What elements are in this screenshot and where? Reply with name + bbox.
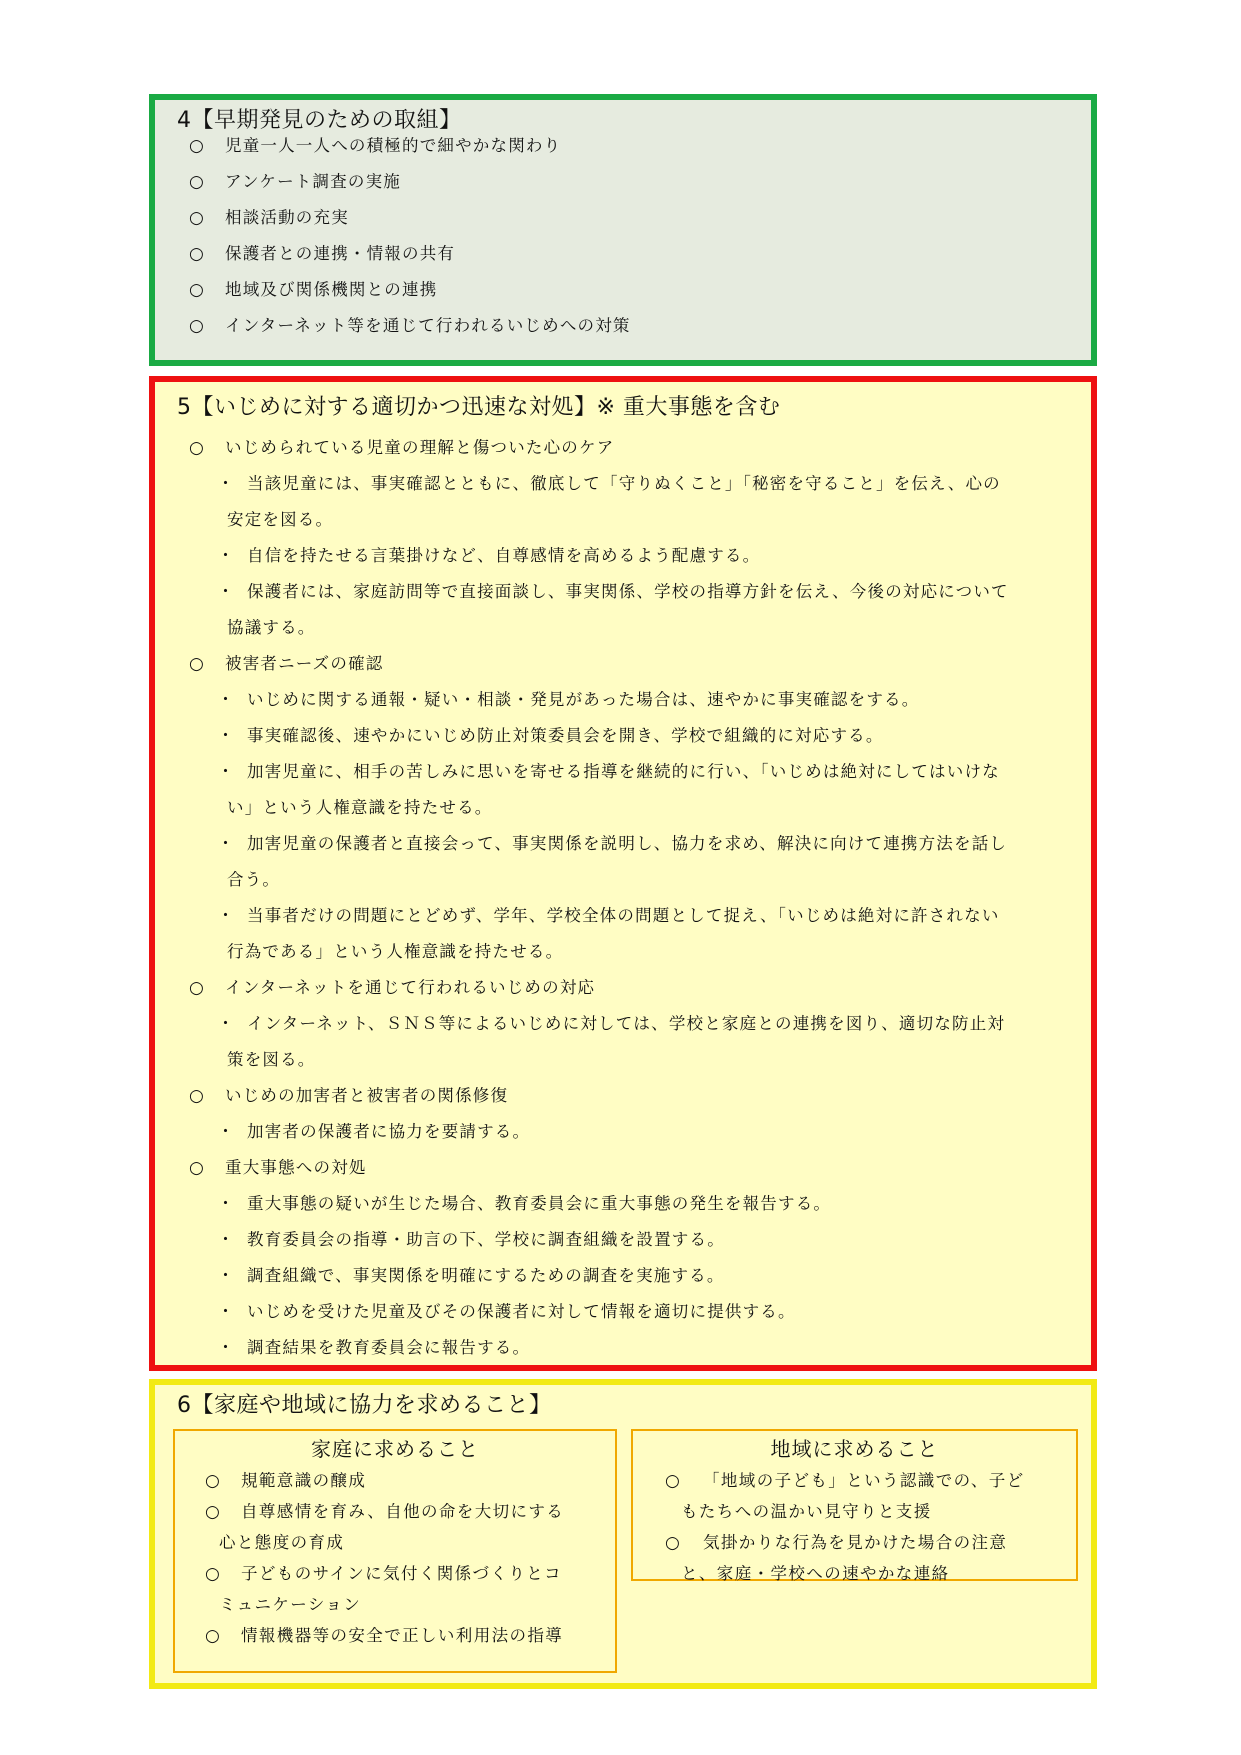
home-request-line: ミュニケーション: [219, 1595, 362, 1614]
community-request-line: もたちへの温かい見守りと支援: [681, 1502, 932, 1521]
circle-bullet-icon: ○: [205, 1471, 220, 1491]
dot-bullet-icon: ・: [217, 726, 234, 746]
section-5-bullet-line: 事実確認後、速やかにいじめ防止対策委員会を開き、学校で組織的に対応する。: [247, 726, 884, 745]
section-5-bullet-line: 教育委員会の指導・助言の下、学校に調査組織を設置する。: [247, 1230, 725, 1249]
home-requests-box: [173, 1429, 617, 1673]
dot-bullet-icon: ・: [217, 546, 234, 566]
section-6-title: 6【家庭や地域に協力を求めること】: [177, 1393, 552, 1418]
circle-bullet-icon: ○: [205, 1626, 220, 1646]
circle-bullet-icon: ○: [189, 1086, 204, 1106]
section-5-bullet-line: インターネット、ＳＮＳ等によるいじめに対しては、学校と家庭との連携を図り、適切な防止対: [247, 1014, 1006, 1033]
circle-bullet-icon: ○: [189, 438, 204, 458]
section-5-bullet-line: いじめを受けた児童及びその保護者に対して情報を適切に提供する。: [247, 1302, 796, 1321]
home-request-line: 自尊感情を育み、自他の命を大切にする: [241, 1502, 565, 1521]
home-request-line: 心と態度の育成: [219, 1533, 345, 1552]
dot-bullet-icon: ・: [217, 1302, 234, 1322]
circle-bullet-icon: ○: [189, 1158, 204, 1178]
dot-bullet-icon: ・: [217, 1230, 234, 1250]
circle-bullet-icon: ○: [665, 1533, 680, 1553]
home-requests-title: 家庭に求めること: [311, 1437, 479, 1461]
community-request-line: 「地域の子ども」という認識での、子ど: [703, 1471, 1025, 1490]
dot-bullet-icon: ・: [217, 834, 234, 854]
circle-bullet-icon: ○: [189, 244, 204, 264]
dot-bullet-icon: ・: [217, 906, 234, 926]
dot-bullet-icon: ・: [217, 1338, 234, 1358]
circle-bullet-icon: ○: [205, 1564, 220, 1584]
circle-bullet-icon: ○: [189, 136, 204, 156]
section-6-cooperation: [149, 1379, 1097, 1689]
section-5-group-heading: いじめられている児童の理解と傷ついた心のケア: [225, 438, 615, 457]
section-5-title: 5【いじめに対する適切かつ迅速な対処】※ 重大事態を含む: [177, 395, 781, 420]
section-4-item: アンケート調査の実施: [225, 172, 402, 191]
circle-bullet-icon: ○: [665, 1471, 680, 1491]
section-5-bullet-line: 協議する。: [227, 618, 316, 637]
section-5-group-heading: インターネットを通じて行われるいじめの対応: [225, 978, 596, 997]
circle-bullet-icon: ○: [189, 172, 204, 192]
section-5-bullet-line: い」という人権意識を持たせる。: [227, 798, 493, 817]
section-4-item: 保護者との連携・情報の共有: [225, 244, 456, 263]
section-5-group-heading: 被害者ニーズの確認: [225, 654, 384, 673]
section-5-bullet-line: いじめに関する通報・疑い・相談・発見があった場合は、速やかに事実確認をする。: [247, 690, 920, 709]
section-5-bullet-line: 加害児童の保護者と直接会って、事実関係を説明し、協力を求め、解決に向けて連携方法を話し: [247, 834, 1008, 853]
section-5-bullet-line: 行為である」という人権意識を持たせる。: [227, 942, 564, 961]
circle-bullet-icon: ○: [189, 978, 204, 998]
section-5-bullet-line: 安定を図る。: [227, 510, 334, 529]
section-5-bullet-line: 重大事態の疑いが生じた場合、教育委員会に重大事態の発生を報告する。: [247, 1194, 832, 1213]
circle-bullet-icon: ○: [189, 280, 204, 300]
community-requests-box: [631, 1429, 1078, 1581]
section-4-item: インターネット等を通じて行われるいじめへの対策: [225, 316, 631, 335]
section-5-group-heading: いじめの加害者と被害者の関係修復: [225, 1086, 509, 1105]
home-request-line: 規範意識の醸成: [241, 1471, 367, 1490]
section-5-bullet-line: 自信を持たせる言葉掛けなど、自尊感情を高めるよう配慮する。: [247, 546, 761, 565]
community-requests-title: 地域に求めること: [770, 1437, 939, 1461]
community-request-line: 気掛かりな行為を見かけた場合の注意: [703, 1533, 1008, 1552]
section-4-item: 相談活動の充実: [225, 208, 349, 227]
dot-bullet-icon: ・: [217, 1122, 234, 1142]
dot-bullet-icon: ・: [217, 762, 234, 782]
dot-bullet-icon: ・: [217, 1194, 234, 1214]
section-4-item: 地域及び関係機関との連携: [225, 280, 438, 299]
home-request-line: 子どものサインに気付く関係づくりとコ: [241, 1564, 563, 1583]
home-request-line: 情報機器等の安全で正しい利用法の指導: [241, 1626, 564, 1645]
section-5-bullet-line: 加害者の保護者に協力を要請する。: [247, 1122, 531, 1141]
section-4-early-detection: [149, 94, 1097, 366]
section-5-bullet-line: 調査結果を教育委員会に報告する。: [247, 1338, 531, 1357]
circle-bullet-icon: ○: [205, 1502, 220, 1522]
dot-bullet-icon: ・: [217, 690, 234, 710]
dot-bullet-icon: ・: [217, 1266, 234, 1286]
circle-bullet-icon: ○: [189, 208, 204, 228]
circle-bullet-icon: ○: [189, 654, 204, 674]
section-4-title: 4【早期発見のための取組】: [177, 108, 462, 133]
dot-bullet-icon: ・: [217, 582, 234, 602]
section-5-response: [149, 376, 1097, 1371]
dot-bullet-icon: ・: [217, 1014, 234, 1034]
section-5-bullet-line: 加害児童に、相手の苦しみに思いを寄せる指導を継続的に行い、「いじめは絶対にしてはいけな: [247, 762, 1000, 781]
section-5-bullet-line: 保護者には、家庭訪問等で直接面談し、事実関係、学校の指導方針を伝え、今後の対応について: [247, 582, 1009, 601]
section-5-bullet-line: 当該児童には、事実確認とともに、徹底して「守りぬくこと」「秘密を守ること」を伝え、心の: [247, 474, 1001, 493]
circle-bullet-icon: ○: [189, 316, 204, 336]
section-5-bullet-line: 合う。: [227, 870, 281, 889]
section-5-bullet-line: 調査組織で、事実関係を明確にするための調査を実施する。: [247, 1266, 725, 1285]
dot-bullet-icon: ・: [217, 474, 234, 494]
section-5-bullet-line: 当事者だけの問題にとどめず、学年、学校全体の問題として捉え、「いじめは絶対に許されない: [247, 906, 1000, 925]
section-5-group-heading: 重大事態への対処: [225, 1158, 367, 1177]
community-request-line: と、家庭・学校への速やかな連絡: [681, 1564, 950, 1583]
section-5-bullet-line: 策を図る。: [227, 1050, 316, 1069]
section-4-item: 児童一人一人への積極的で細やかな関わり: [225, 136, 562, 155]
